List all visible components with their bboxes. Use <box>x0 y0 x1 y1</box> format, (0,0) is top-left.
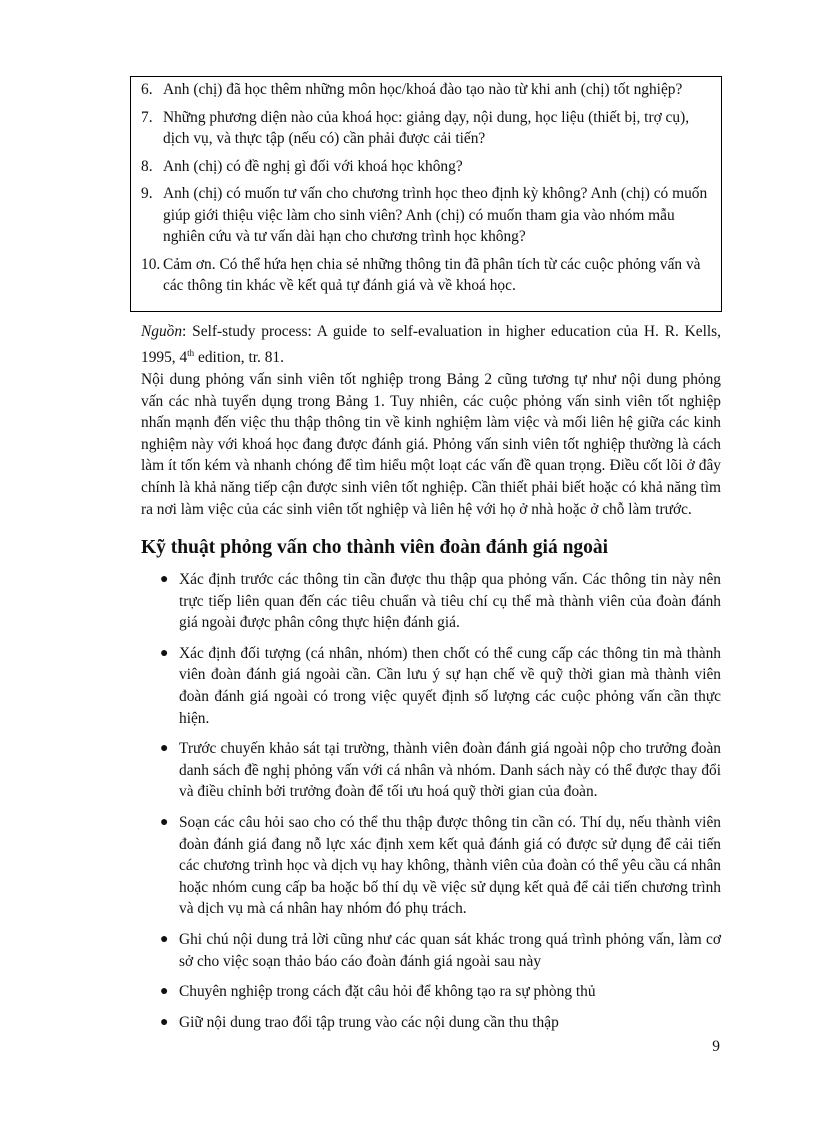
edition-superscript: th <box>187 347 195 358</box>
question-number: 9. <box>141 185 153 202</box>
bullet-text: Giữ nội dung trao đổi tập trung vào các nội dung cần thu thập <box>179 1013 559 1031</box>
bullet-icon: ● <box>160 931 169 947</box>
bullet-text: Xác định đối tượng (cá nhân, nhóm) then chốt có thể cung cấp các thông tin mà thành viên đoàn đánh giá ngoài cần. Cần lưu ý sự hạn chế về quỹ thời gian mà thành viên đoàn đánh giá ngoài có trong việc quyết định số lượng các cuộc phỏng vấn cần thực hiện. <box>179 644 721 727</box>
bullet-item <box>160 738 721 803</box>
bullet-item <box>160 981 721 1003</box>
bullet-icon: ● <box>160 741 169 757</box>
body-paragraph: Nội dung phỏng vấn sinh viên tốt nghiệp trong Bảng 2 cũng tương tự như nội dung phỏng vấn các nhà tuyển dụng trong Bảng 1. Tuy nhiên, các cuộc phỏng vấn sinh viên tốt nghiệp nhấn mạnh đến việc thu thập thông tin về kinh nghiệm làm việc và mối liên hệ giữa các kinh nghiệm này với khoá học đang được đánh giá. Phỏng vấn sinh viên tốt nghiệp thường là cách làm ít tốn kém và nhanh chóng để tìm hiểu một loạt các vấn đề quan trọng. Điều cốt lõi ở đây chính là khả năng tiếp cận được sinh viên tốt nghiệp. Cần thiết phải biết hoặc có khả năng tìm ra nơi làm việc của các sinh viên tốt nghiệp và liên hệ với họ ở nhà hoặc ở chỗ làm trước. <box>141 371 721 518</box>
bullet-text: Soạn các câu hỏi sao cho có thể thu thập được thông tin cần có. Thí dụ, nếu thành viên đoàn đánh giá đang nỗ lực xác định xem kết quả đánh giá có được sử dụng để cải tiến các chương trình học và dịch vụ hay không, thành viên của đoàn có thể yêu cầu cá nhân hoặc nhóm cung cấp ba hoặc bố thí dụ về việc sử dụng kết quả để cải tiến chương trình và dịch vụ mà cá nhân hay nhóm đó phụ trách. <box>179 813 721 918</box>
question-text: Cảm ơn. Có thể hứa hẹn chia sẻ những thông tin đã phân tích từ các cuộc phỏng vấn và các thông tin khác về kết quả tự đánh giá và về khoá học. <box>163 255 701 294</box>
section-heading: Kỹ thuật phỏng vấn cho thành viên đoàn đánh giá ngoài <box>141 537 609 558</box>
bullet-item <box>160 643 721 729</box>
bullet-text: Chuyên nghiệp trong cách đặt câu hỏi để không tạo ra sự phòng thủ <box>179 983 596 1001</box>
question-item <box>141 107 709 150</box>
bullet-icon: ● <box>160 645 169 661</box>
question-item <box>141 183 709 248</box>
question-list <box>141 79 709 297</box>
bullet-icon: ● <box>160 814 169 830</box>
bullet-item <box>160 929 721 972</box>
question-text: Anh (chị) có đề nghị gì đối với khoá học không? <box>163 157 463 175</box>
bullet-text: Xác định trước các thông tin cần được thu thập qua phỏng vấn. Các thông tin này nên trực tiếp liên quan đến các tiêu chuẩn và tiêu chí cụ thể mà thành viên của đoàn đánh giá ngoài được phân công thực hiện đánh giá. <box>179 571 721 632</box>
question-number: 10. <box>141 255 161 273</box>
bullet-item <box>160 1012 721 1034</box>
question-item <box>141 79 709 101</box>
questions-box <box>130 76 722 312</box>
bullet-text: Ghi chú nội dung trả lời cũng như các quan sát khác trong quá trình phỏng vấn, làm cơ sở cho việc soạn thảo báo cáo đoàn đánh giá ngoài sau này <box>179 930 721 970</box>
bullet-icon: ● <box>160 984 169 1000</box>
question-number: 8. <box>141 157 153 175</box>
question-item <box>141 156 709 178</box>
question-number: 6. <box>141 81 153 98</box>
source-label: Nguồn <box>141 323 183 340</box>
source-text-end: edition, tr. 81. <box>194 348 284 366</box>
bullet-item <box>160 812 721 920</box>
source-text: : Self-study process: A guide to self-evaluation in higher education của H. R. Kells, 1995, 4 <box>141 323 721 366</box>
question-item <box>141 254 709 297</box>
bullet-icon: ● <box>160 1014 169 1030</box>
bullet-text: Trước chuyến khảo sát tại trường, thành viên đoàn đánh giá ngoài nộp cho trưởng đoàn danh sách đề nghị phỏng vấn với cá nhân và nhóm. Danh sách này có thể được thay đổi và điều chỉnh bởi trưởng đoàn để tối ưu hoá quỹ thời gian của đoàn. <box>179 740 721 801</box>
question-text: Anh (chị) có muốn tư vấn cho chương trình học theo định kỳ không? Anh (chị) có muốn giúp giới thiệu việc làm cho sinh viên? Anh (chị) có muốn tham gia vào nhóm mẫu nghiên cứu và tư vấn dài hạn cho chương trình học không? <box>163 185 708 245</box>
bullet-item <box>160 569 721 634</box>
question-text: Những phương diện nào của khoá học: giảng dạy, nội dung, học liệu (thiết bị, trợ cụ), dịch vụ, và thực tập (nếu có) cần phải được cải tiến? <box>163 108 690 147</box>
page-number: 9 <box>712 1038 720 1055</box>
source-citation <box>141 321 721 368</box>
question-number: 7. <box>141 108 153 126</box>
bullet-icon: ● <box>160 572 169 587</box>
question-text: Anh (chị) đã học thêm những môn học/khoá đào tạo nào từ khi anh (chị) tốt nghiệp? <box>163 81 683 98</box>
bullet-list <box>160 569 721 1042</box>
